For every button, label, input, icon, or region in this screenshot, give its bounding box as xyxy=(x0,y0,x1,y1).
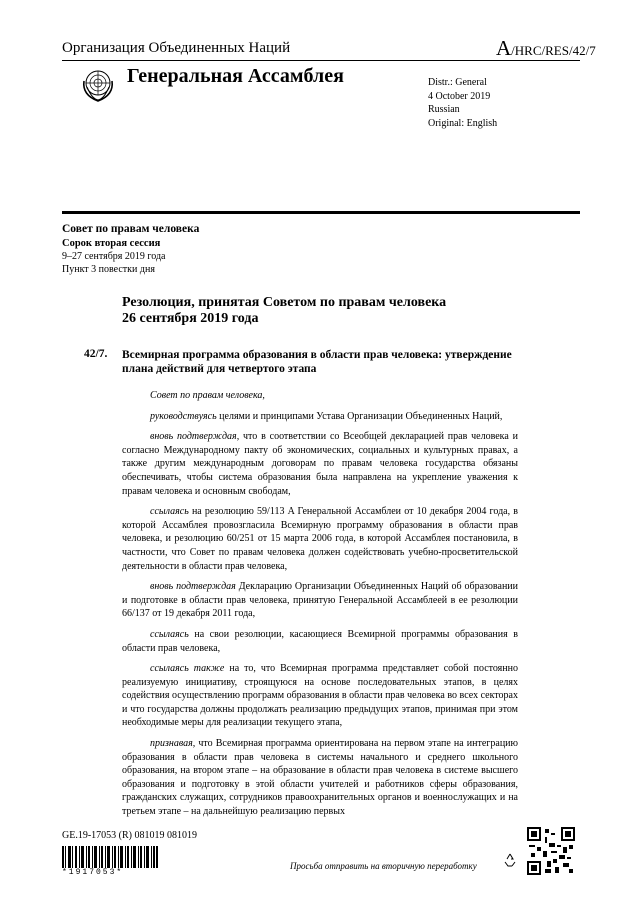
paragraph xyxy=(122,389,518,403)
paragraph-lead: Совет по правам человека, xyxy=(150,390,265,401)
paragraph xyxy=(122,505,518,573)
recycle-icon xyxy=(502,852,518,868)
paragraph-lead: вновь подтверждая xyxy=(150,581,236,593)
distribution-line: Russian xyxy=(428,104,460,115)
document-symbol xyxy=(496,36,596,61)
barcode-number: *1917053* xyxy=(62,868,124,877)
symbol-letter: A xyxy=(496,36,512,60)
resolution-number: 42/7. xyxy=(84,348,108,360)
distribution-block xyxy=(428,76,497,130)
paragraph xyxy=(122,430,518,498)
distribution-line: Original: English xyxy=(428,117,498,129)
assembly-title: Генеральная Ассамблея xyxy=(127,65,344,87)
session-dates: 9–27 сентября 2019 года xyxy=(62,251,166,262)
paragraph-lead: ссылаясь также xyxy=(150,663,225,675)
paragraph xyxy=(122,410,518,424)
section-rule xyxy=(62,211,580,214)
symbol-code: /HRC/RES/42/7 xyxy=(511,43,596,58)
un-emblem-icon xyxy=(78,65,118,105)
recycle-note: Просьба отправить на вторичную переработку xyxy=(290,861,477,871)
session-name: Сорок вторая сессия xyxy=(62,238,161,249)
agenda-item: Пункт 3 повестки дня xyxy=(62,264,155,275)
barcode-icon xyxy=(62,846,158,868)
paragraph-text: Декларацию Организации Объединенных Наций об образовании и подготовке в области прав человека, принятую Генеральной Ассамблеей в ее резолюции 66/137 от 19 декабря 2011 года, xyxy=(122,581,518,620)
title-line: 26 сентября 2019 года xyxy=(122,311,259,326)
paragraph-lead: руководствуясь xyxy=(150,410,217,422)
paragraph-lead: вновь подтверждая, xyxy=(150,431,240,443)
footer-document-code: GE.19-17053 (R) 081019 081019 xyxy=(62,830,197,841)
paragraph-text: на то, что Всемирная программа представляет собой постоянно реализуемую инициативу, строящуюся на основе последовательных этапов, в целях содействия осуществлению программ образования в области прав человека во всех секторах и что государства должны продолжать реализацию предыдущих этапов, принимая при этом необходимые меры для реализации текущего этапа, xyxy=(122,663,518,729)
paragraph xyxy=(122,628,518,655)
distribution-line: Distr.: General xyxy=(428,77,487,88)
paragraph-text: что Всемирная программа ориентирована на первом этапе на интеграцию образования в области прав человека в системы начального и среднего школьного образования, на втором этапе – на образование в области прав человека в системе высшего образования и подготовку в этой области учителей и работников сферы образования, гражданских служащих, сотрудников правоохранительных органов и военнослужащих и на третьем этапе – на дальнейшую реализацию первых xyxy=(122,738,518,818)
organization-name: Организация Объединенных Наций xyxy=(62,40,291,56)
paragraph xyxy=(122,737,518,819)
paragraph-lead: ссылаясь xyxy=(150,506,189,518)
header-rule xyxy=(62,60,580,61)
resolution-title: Всемирная программа образования в области прав человека: утверждение плана действий для четвертого этапа xyxy=(122,349,512,375)
paragraph xyxy=(122,580,518,621)
paragraph-lead: ссылаясь xyxy=(150,628,189,640)
paragraph-text: на резолюцию 59/113 A Генеральной Ассамблеи от 10 декабря 2004 года, в которой Ассамблея провозгласила Всемирную программу образования в области прав человека, и резолюцию 60/251 от 15 марта 2006 года, в которой Ассамблея постановила, в частности, что Совет по правам человека должен содействовать учебно-просветительской деятельности в области прав человека, xyxy=(122,506,518,572)
paragraph xyxy=(122,662,518,730)
distribution-line: 4 October 2019 xyxy=(428,90,491,102)
paragraph-text: на свои резолюции, касающиеся Всемирной программы образования в области прав человека, xyxy=(122,628,518,654)
paragraph-lead: признавая, xyxy=(150,738,196,750)
qr-code-icon xyxy=(527,827,575,875)
paragraph-text: что в соответствии со Всеобщей декларацией прав человека и согласно Международному пакту об экономических, социальных и культурных правах, а также другим международным договорам по правам человека государства обязаны обеспечивать, чтобы система образования была направлена на укрепление уважения к правам человека и основным свободам, xyxy=(122,431,518,497)
resolution-body xyxy=(122,389,518,826)
document-title xyxy=(122,295,542,327)
title-line: Резолюция, принятая Советом по правам человека xyxy=(122,295,447,310)
council-name: Совет по правам человека xyxy=(62,223,200,235)
paragraph-text: целями и принципами Устава Организации Объединенных Наций, xyxy=(216,410,503,422)
